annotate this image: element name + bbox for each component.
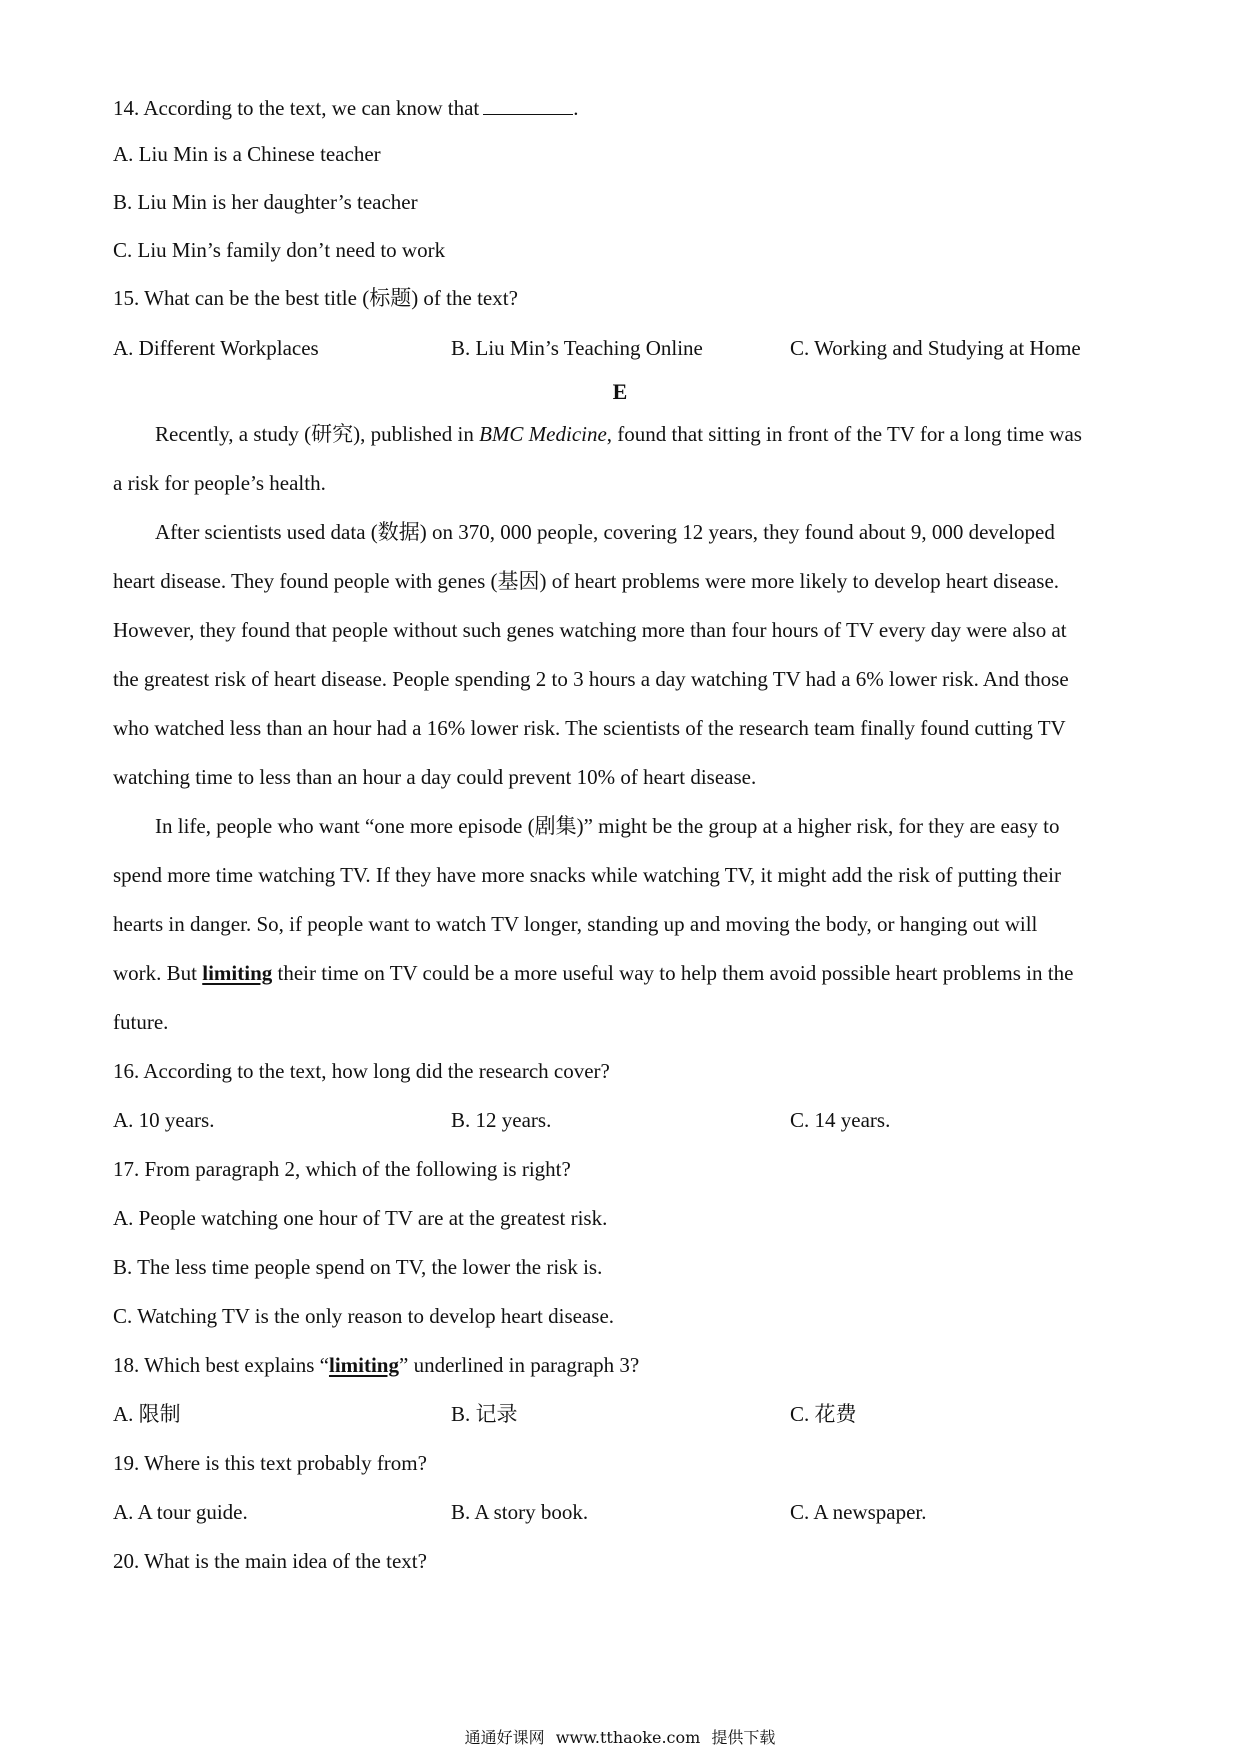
q16-option-c: C. 14 years. <box>790 1108 891 1132</box>
passage-p3-line2: spend more time watching TV. If they have more snacks while watching TV, it might add the risk of putting their <box>113 863 1061 887</box>
footer-download-text: 提供下载 <box>711 1728 776 1747</box>
q15-option-a: A. Different Workplaces <box>113 336 319 360</box>
underlined-word: limiting <box>202 961 273 985</box>
page-footer <box>0 1727 1240 1749</box>
q15-option-b: B. Liu Min’s Teaching Online <box>451 336 703 360</box>
q19-option-a: A. A tour guide. <box>113 1500 248 1524</box>
passage-p1-line2: a risk for people’s health. <box>113 471 326 495</box>
q18-option-a: A. 限制 <box>113 1402 181 1426</box>
q16-option-a: A. 10 years. <box>113 1108 215 1132</box>
q20-stem: 20. What is the main idea of the text? <box>113 1549 427 1573</box>
passage-p2-line1: After scientists used data (数据) on 370, 000 people, covering 12 years, they found about 9, 000 developed <box>155 520 1055 544</box>
q14-option-c: C. Liu Min’s family don’t need to work <box>113 238 446 262</box>
q15-stem: 15. What can be the best title (标题) of the text? <box>113 286 518 310</box>
passage-heading: E <box>612 379 628 404</box>
q19-option-b: B. A story book. <box>451 1500 589 1524</box>
p1-text-a: Recently, a study (研究), published in <box>155 422 480 446</box>
q18-underlined-word: limiting <box>328 1353 399 1377</box>
q17-option-c: C. Watching TV is the only reason to develop heart disease. <box>113 1304 615 1328</box>
q19-option-c: C. A newspaper. <box>790 1500 927 1524</box>
q17-option-b: B. The less time people spend on TV, the lower the risk is. <box>113 1255 603 1279</box>
q17-option-a: A. People watching one hour of TV are at the greatest risk. <box>113 1206 608 1230</box>
q14-option-a: A. Liu Min is a Chinese teacher <box>113 142 381 166</box>
q19-stem: 19. Where is this text probably from? <box>113 1451 427 1475</box>
q16-stem: 16. According to the text, how long did the research cover? <box>113 1059 610 1083</box>
passage-p2-line6: watching time to less than an hour a day could prevent 10% of heart disease. <box>113 765 757 789</box>
q16-option-b: B. 12 years. <box>451 1108 552 1132</box>
passage-p3-line1: In life, people who want “one more episode (剧集)” might be the group at a higher risk, for they are easy to <box>155 814 1060 838</box>
passage-p3-line5: future. <box>113 1010 169 1034</box>
passage-p2-line3: However, they found that people without such genes watching more than four hours of TV every day were also at <box>113 618 1067 642</box>
footer-site-name: 通通好课网 <box>464 1728 545 1747</box>
passage-p1-line1 <box>155 420 1082 448</box>
footer-site-url[interactable]: www.tthaoke.com <box>555 1728 701 1747</box>
passage-p2-line2: heart disease. They found people with genes (基因) of heart problems were more likely to develop heart disease. <box>113 569 1060 593</box>
q18-text-a: 18. Which best explains “ <box>113 1353 329 1377</box>
q14-answer-blank <box>483 94 573 115</box>
q14-stem <box>113 94 579 122</box>
q14-stem-text: 14. According to the text, we can know that <box>113 96 480 120</box>
passage-p2-line5: who watched less than an hour had a 16% lower risk. The scientists of the research team finally found cutting TV <box>113 716 1066 740</box>
q18-option-b: B. 记录 <box>451 1402 518 1426</box>
q15-option-c: C. Working and Studying at Home <box>790 336 1081 360</box>
passage-p3-line4 <box>113 959 1073 987</box>
passage-p3-line3: hearts in danger. So, if people want to watch TV longer, standing up and moving the body, or hanging out will <box>113 912 1038 936</box>
passage-p2-line4: the greatest risk of heart disease. People spending 2 to 3 hours a day watching TV had a 6% lower risk. And those <box>113 667 1069 691</box>
q17-stem: 17. From paragraph 2, which of the following is right? <box>113 1157 571 1181</box>
q18-stem <box>113 1351 639 1379</box>
p3-text-a: work. But <box>113 961 203 985</box>
journal-name: BMC Medicine <box>479 422 607 446</box>
q18-option-c: C. 花费 <box>790 1402 857 1426</box>
p3-text-b: their time on TV could be a more useful way to help them avoid possible heart problems in the <box>272 961 1074 985</box>
q14-option-b: B. Liu Min is her daughter’s teacher <box>113 190 418 214</box>
q14-stem-end: . <box>573 96 579 120</box>
q18-text-b: ” underlined in paragraph 3? <box>399 1353 640 1377</box>
p1-text-b: , found that sitting in front of the TV for a long time was <box>606 422 1082 446</box>
